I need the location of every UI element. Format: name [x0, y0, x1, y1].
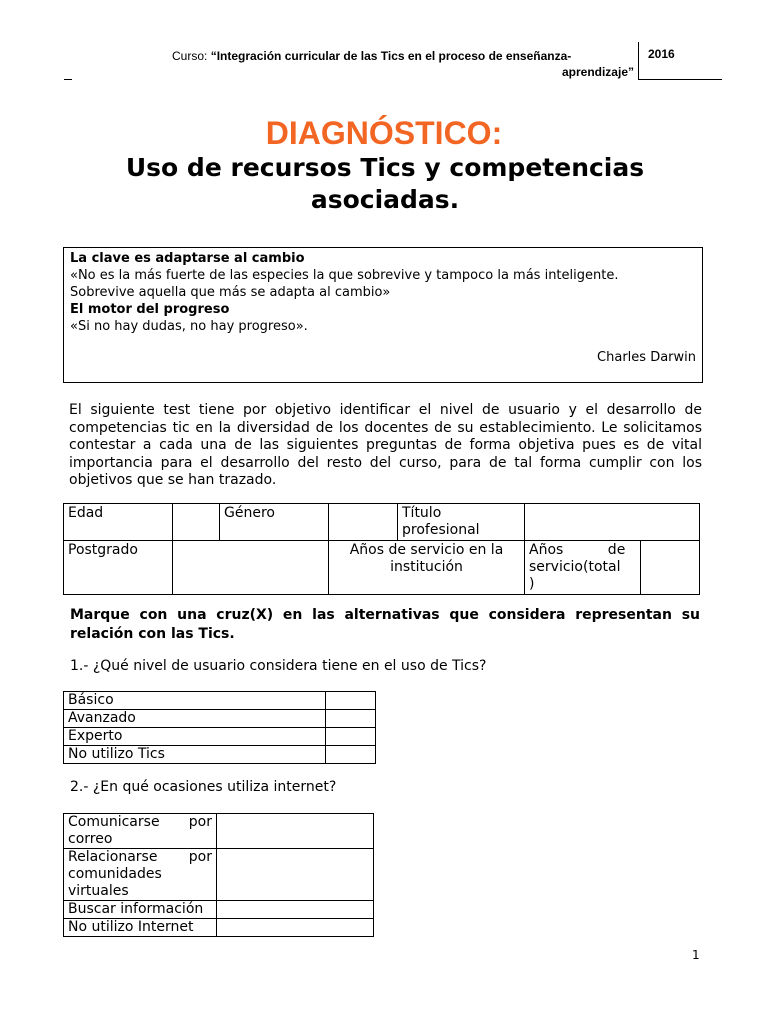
header-tick: [64, 79, 72, 80]
q2-option-label: No utilizo Internet: [64, 919, 217, 937]
quote-text-2: «Si no hay dudas, no hay progreso».: [70, 319, 308, 334]
course-title-line1: “Integración curricular de las Tics en el proceso de enseñanza-: [210, 49, 572, 63]
document-title: DIAGNÓSTICO:: [265, 115, 503, 151]
quote-heading-2: El motor del progreso: [70, 302, 230, 317]
q2-option-label: Buscar información: [64, 901, 217, 919]
anos-total-line2: servicio(total: [529, 559, 621, 575]
label-anos-institucion: Años de servicio en la institución: [329, 541, 525, 595]
q2-options-table: [63, 813, 374, 937]
q1-option-checkbox[interactable]: [326, 710, 376, 728]
q2-option-checkbox[interactable]: [217, 849, 374, 901]
label-edad: Edad: [64, 504, 173, 541]
question-2: 2.- ¿En qué ocasiones utiliza internet?: [70, 779, 337, 795]
label-anos-total: [525, 541, 641, 595]
subtitle-line2: asociadas.: [310, 185, 460, 214]
quote-text-1b: Sobrevive aquella que más se adapta al cambio»: [70, 285, 391, 300]
respondent-info-table: [63, 503, 700, 595]
q1-option-label: Experto: [64, 728, 326, 746]
label-postgrado: Postgrado: [64, 541, 173, 595]
input-postgrado[interactable]: [173, 541, 329, 595]
course-label: Curso:: [172, 49, 208, 63]
course-title-line2: aprendizaje”: [561, 65, 634, 79]
label-genero: Género: [220, 504, 329, 541]
quote-box: [63, 247, 703, 383]
page-number: 1: [692, 948, 700, 962]
anos-total-line3: ): [529, 576, 535, 592]
q1-options-table: [63, 691, 376, 764]
q2-option-label: Comunicarse por correo: [64, 814, 217, 849]
question-1: 1.- ¿Qué nivel de usuario considera tiene en el uso de Tics?: [70, 658, 487, 674]
q2-option-checkbox[interactable]: [217, 814, 374, 849]
q1-option-checkbox[interactable]: [326, 692, 376, 710]
document-subtitle: [80, 152, 690, 216]
label-titulo: Título profesional: [398, 504, 525, 541]
input-titulo[interactable]: [525, 504, 700, 541]
quote-heading-1: La clave es adaptarse al cambio: [70, 251, 305, 266]
q2-option-checkbox[interactable]: [217, 901, 374, 919]
course-header: [172, 48, 634, 80]
instructions: Marque con una cruz(X) en las alternativas que considera representan su relación con las Tics.: [70, 607, 700, 642]
q1-option-label: Básico: [64, 692, 326, 710]
quote-author: Charles Darwin: [597, 350, 696, 365]
input-edad[interactable]: [173, 504, 220, 541]
header-year: 2016: [648, 47, 675, 61]
q1-option-label: No utilizo Tics: [64, 746, 326, 764]
anos-total-line1: Años de: [529, 542, 626, 558]
input-anos-total[interactable]: [641, 541, 700, 595]
input-genero[interactable]: [329, 504, 398, 541]
intro-paragraph: El siguiente test tiene por objetivo identificar el nivel de usuario y el desarrollo de competencias tic en la diversidad de los docentes de su establecimiento. Le solicitamos contestar a cada una de las siguientes preguntas de forma objetiva pues es de vital importancia para el desarrollo del resto del curso, para de tal forma cumplir con los objetivos que se han trazado.: [69, 402, 702, 488]
q2-option-label: Relacionarse por comunidades virtuales: [64, 849, 217, 901]
header-divider: [638, 42, 639, 80]
header-rule: [638, 79, 722, 80]
q1-option-checkbox[interactable]: [326, 728, 376, 746]
q1-option-checkbox[interactable]: [326, 746, 376, 764]
q2-option-checkbox[interactable]: [217, 919, 374, 937]
quote-text-1a: «No es la más fuerte de las especies la que sobrevive y tampoco la más inteligente.: [70, 268, 619, 283]
q1-option-label: Avanzado: [64, 710, 326, 728]
subtitle-line1: Uso de recursos Tics y competencias: [125, 153, 645, 182]
